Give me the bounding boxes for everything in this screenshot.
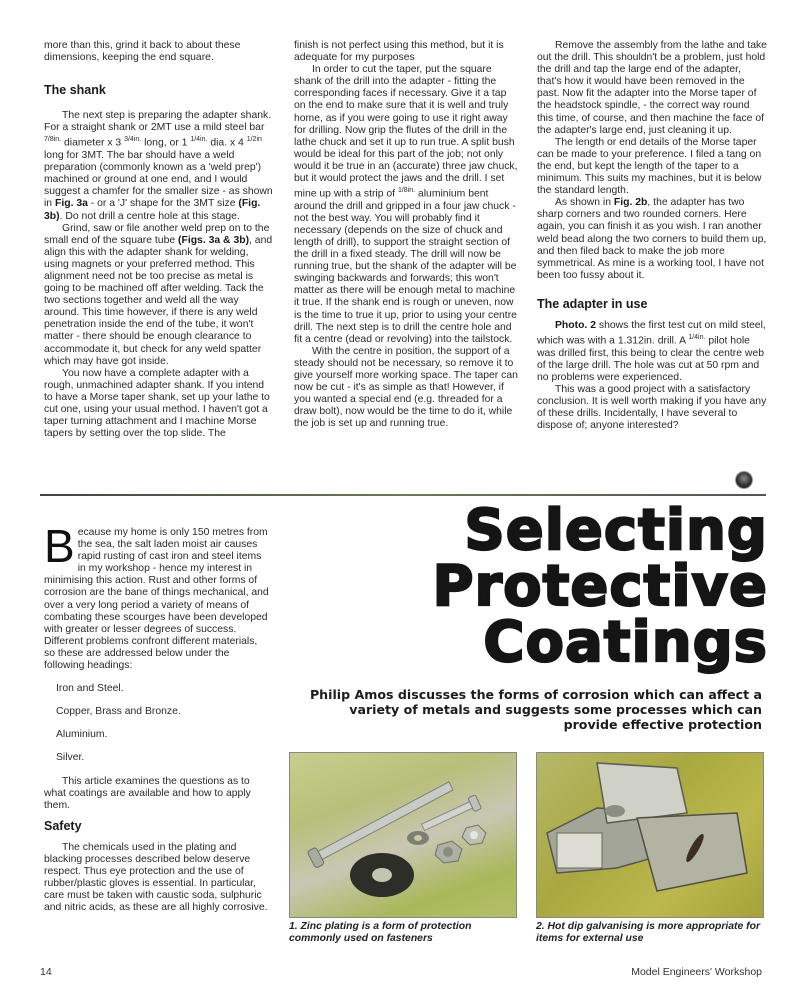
section-heading-shank: The shank [44, 83, 106, 98]
paragraph: Remove the assembly from the lathe and take out the drill. This shouldn't be a problem, just hold the drill and tap the large end of the adapter, that's how it would have been removed in the past. Now fit the adapter into the Morse taper of the headstock spindle, - the correct way round this time, of course, and then machine the face of the adapter's large end, just cleaning it up. [537, 40, 767, 136]
figure-reference: (Figs. 3a & 3b) [178, 234, 250, 246]
photo-zinc-plated-fasteners [289, 752, 517, 918]
prev-article-column-2 [294, 40, 519, 430]
topic-list-item: Copper, Brass and Bronze. [56, 706, 181, 718]
figure-reference: Fig. 2b [613, 197, 648, 209]
paragraph: The length or end details of the Morse taper can be made to your preference. I filed a tang on the end, but kept the length of the taper to a minimum. This suits my machines, but it is below the standard length. [537, 136, 762, 197]
title-line: Selecting [464, 498, 768, 563]
figure-reference: (Fig. 3b) [44, 198, 261, 222]
section-heading-adapter-in-use: The adapter in use [537, 296, 648, 311]
paragraph: more than this, grind it back to about these dimensions, keeping the end square. [44, 40, 241, 64]
magazine-name: Model Engineers' Workshop [631, 966, 762, 978]
photo-reference: Photo. 2 [555, 319, 596, 331]
paragraph: With the centre in position, the support of a steady should not be necessary, so remove it to give yourself more working space. The taper can now be cut - it's as simple as that! However, if you wanted a special end (e.g. threaded for a draw bolt), now would be the time to do it, while the job is set up and running true. [294, 345, 518, 430]
intro-paragraph: Because my home is only 150 metres from the sea, the salt laden moist air causes rapid rusting of cast iron and steel items in my workshop - hence my interest in minimising this action. Rust and other forms of corrosion are the bane of things mechanical, and over a very long period a variety of means of combating these scourges have been developed with greater or lesser degrees of success. Different problems confront different materials, so these are addressed below under the following headings: [44, 520, 269, 672]
photo-caption-1: 1. Zinc plating is a form of protection commonly used on fasteners [289, 921, 472, 944]
fasteners-illustration-icon [290, 753, 516, 917]
figure-reference: Fig. 3a [54, 198, 88, 210]
paragraph: As shown in Fig. 2b, the adapter has two sharp corners and two rounded corners. Here again, you can finish it as you wish. I ran another weld bead along the two corners to build them up, and then filed back to make the job more symmetrical. As mine is a working tool, I have not been too fussy about it. [537, 197, 767, 281]
prev-article-column-1 [44, 40, 274, 440]
section-heading-safety: Safety [44, 818, 82, 833]
paragraph: Photo. 2 shows the first test cut on mild steel, which was with a 1.312in. drill. A $^{1/4in.}$ pilot hole was drilled first, this being to clear the centre web of the large drill. The hole was cut at 50 rpm and no problems were experienced. [537, 319, 766, 383]
article-separator-rule [40, 494, 766, 496]
paragraph: This article examines the questions as to what coatings are available and how to apply them. [44, 775, 251, 811]
title-line: Coatings [483, 610, 768, 675]
end-of-article-logo-icon [735, 471, 753, 489]
paragraph: The next step is preparing the adapter shank. For a straight shank or 2MT use a mild steel bar $^{7/8in.}$ diameter x 3 $^{3/4in.}$ long, or 1 $^{1/4in.}$ dia. x 4 $^{1/2in}$ long for 3MT. The bar should have a weld preparation (commonly known as a 'weld prep') machined or ground at one end, and I would suggest a chamfer for the smaller size - as shown in Fig. 3a - or a 'J' shape for the 3MT size (Fig. 3b). Do not drill a centre hole at this stage. [44, 110, 273, 222]
paragraph: This was a good project with a satisfactory conclusion. It is well worth making if you have any of these drills. Incidentally, I have several to dispose of; anyone interested? [537, 383, 767, 432]
page-number: 14 [40, 966, 52, 978]
topic-list-item: Aluminium. [56, 729, 108, 741]
paragraph: Grind, saw or file another weld prep on to the small end of the square tube (Figs. 3a & 3b), and align this with the adapter shank for welding, using magnets or your preferred method. This alignment need not be too precise as metal is going to be machined off after welding. Tack the two sections together and weld all the way around. This time however, if there is any weld penetration inside the end of the tube, it won't matter - there should be enough clearance to accommodate it, but check for any weld spatter which may have got inside. [44, 222, 273, 367]
prev-article-column-3 [537, 40, 767, 432]
paragraph: finish is not perfect using this method, but it is adequate for my purposes [294, 40, 504, 64]
paragraph: In order to cut the taper, put the square shank of the drill into the adapter - fitting the corresponding faces if necessary. Give it a tap on the end to make sure that it is well and truly home, as if you were going to use it right away for drilling. Now grip the flutes of the drill in the lathe chuck and set it up to run true. A split bush would be ideal for this part of the job; not only would it be true in an (accurate) three jaw chuck, but it would protect the jaws and the drill. I set mine up with a strip of $^{1/8in.}$ aluminium bent around the drill and gripped in a four jaw chuck - not the best way. You will probably find it necessary (depends on the size of chuck and length of drill), to support the straight section of the drill in a fixed steady. The drill will now be running true, but the shank of the adapter will be swinging backwards and forwards; this won't matter as there will be enough metal to machine it true. If the shank end is rough or uneven, now is the time to true it up, prior to using your centre drill. The next step is to drill the centre hole and fit a centre (dead or revolving) into the tailstock. [294, 64, 518, 345]
standfirst: Philip Amos discusses the forms of corrosion which can affect a variety of metals and suggests some processes which can provide effective protection [309, 687, 762, 732]
paragraph: You now have a complete adapter with a rough, unmachined adapter shank. If you intend to have a Morse taper shank, set up your lathe to cut one, using your usual method. I haven't got a taper turning attachment and I machine Morse tapers by setting over the top slide. The [44, 367, 270, 440]
paragraph: The chemicals used in the plating and blacking processes described below deserve respect. Thus eye protection and the use of rubber/plastic gloves is essential. In particular, care must be taken with caustic soda, sulphuric and nitric acids, as these are all highly corrosive. [44, 841, 268, 914]
photo-caption-2: 2. Hot dip galvanising is more appropriate for items for external use [536, 921, 761, 944]
photo-hot-dip-galvanised-bracket [536, 752, 764, 918]
title-line: Protective [432, 554, 768, 619]
topic-list-item: Iron and Steel. [56, 683, 124, 695]
article-title [432, 498, 768, 675]
drop-cap: B [44, 520, 75, 572]
topic-list-item: Silver. [56, 752, 85, 764]
article-intro-column [44, 520, 269, 914]
galvanised-bracket-illustration-icon [537, 753, 763, 917]
